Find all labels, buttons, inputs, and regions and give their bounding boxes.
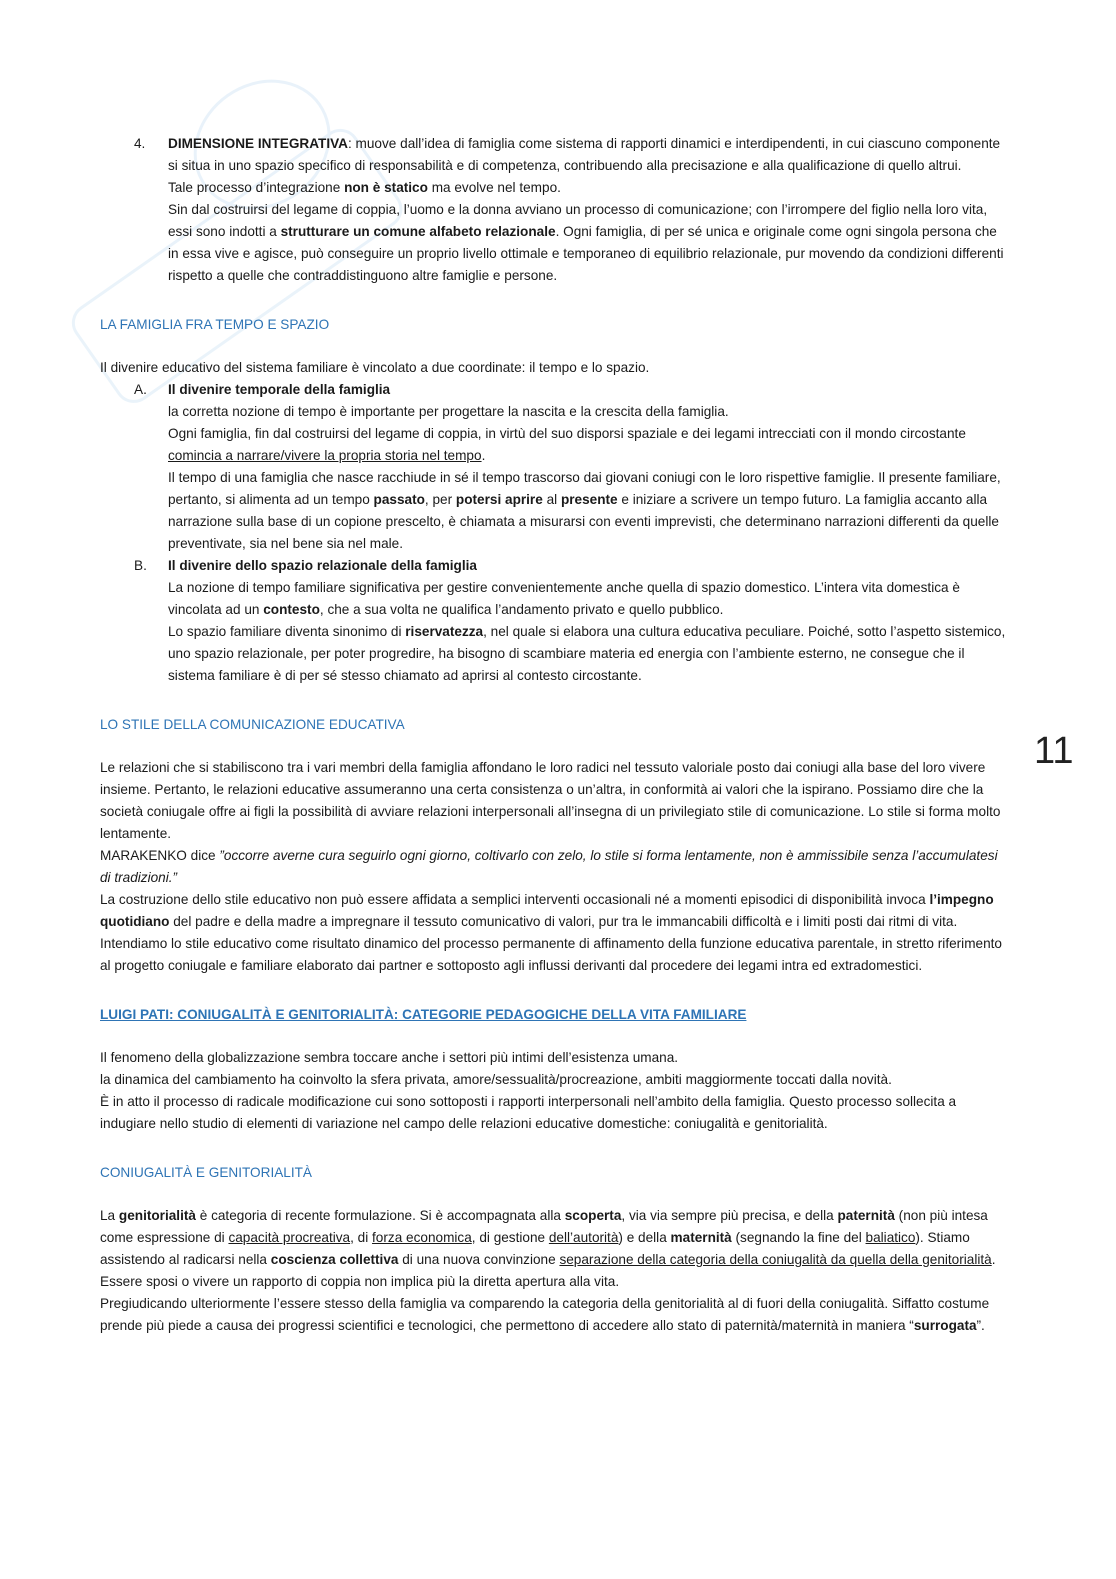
list-marker: B. [134, 558, 147, 573]
paragraph [100, 889, 1006, 933]
text-run: riservatezza [405, 624, 484, 639]
paragraph [168, 423, 1006, 467]
text-run: , nel quale si elabora una cultura educativa peculiare. Poiché, sotto l’aspetto sistemico, uno spazio relazionale, per poter progredire, ha bisogno di scambiare materia ed energia con l’ambiente esterno, ne consegue che il sistema familiare è di per sé stesso chiamato ad aprirsi al contesto circostante. [168, 624, 1006, 683]
text-run: passato [373, 492, 425, 507]
text-run: paternità [837, 1208, 895, 1223]
text-run: Il divenire temporale della famiglia [168, 382, 391, 397]
text-run: . [481, 448, 486, 463]
paragraph [168, 621, 1006, 687]
section-heading: LA FAMIGLIA FRA TEMPO E SPAZIO [100, 317, 330, 332]
text-run: separazione della categoria della coniugalità da quella della genitorialità [559, 1252, 992, 1267]
paragraph [168, 199, 1006, 287]
list-item-body [168, 133, 1006, 287]
text-run: MARAKENKO dice [100, 848, 220, 863]
text-run: Il divenire educativo del sistema familiare è vincolato a due coordinate: il tempo e lo spazio. [100, 360, 650, 375]
text-run: , di [350, 1230, 373, 1245]
paragraph [168, 133, 1006, 177]
paragraph [100, 1271, 1006, 1293]
paragraph [100, 1069, 1006, 1091]
paragraph [100, 1205, 1006, 1271]
paragraph [100, 933, 1006, 977]
text-run: potersi aprire [455, 492, 543, 507]
list-item-body [168, 555, 1006, 687]
paragraph [100, 757, 1006, 845]
paragraph [168, 379, 1006, 401]
text-run: Ogni famiglia, fin dal costruirsi del legame di coppia, in virtù del suo disporsi spaziale e dei legami intrecciati con il mondo circostante [168, 426, 966, 441]
text-run: e iniziare a scrivere un tempo futuro. La famiglia accanto alla narrazione sulla base di un copione prescelto, è chiamata a misurarsi con eventi imprevisti, che determinano narrazioni differenti da quelle preventivate, sia nel bene sia nel male. [168, 492, 999, 551]
text-run: capacità procreativa [228, 1230, 351, 1245]
text-run: ”. [976, 1318, 985, 1333]
text-run: al [542, 492, 561, 507]
text-run: non è statico [344, 180, 428, 195]
text-run: del padre e della madre a impregnare il tessuto comunicativo di valori, pur tra le immancabili difficoltà e i limiti posti dai ritmi di vita. [169, 914, 958, 929]
text-run: Le relazioni che si stabiliscono tra i vari membri della famiglia affondano le loro radici nel tessuto valoriale posto dai coniugi alla base del loro vivere insieme. Pertanto, le relazioni educative assumeranno una certa consistenza o un’altra, in conformità ai valori che la ispirano. Possiamo dire che la società coniugale offre ai figli la possibilità di avviare relazioni interpersonali all’insegna di un privilegiato stile di comunicazione. Lo stile si forma molto lentamente. [100, 760, 1001, 841]
text-run: genitorialità [118, 1208, 196, 1223]
text-run: ) e della [618, 1230, 671, 1245]
text-run: Pregiudicando ulteriormente l’essere stesso della famiglia va comparendo la categoria della genitorialità al di fuori della coniugalità. Siffatto costume prende più piede a causa dei progressi scientifici e tecnologici, che permettono di accedere allo stato di paternità/maternità in maniera “ [100, 1296, 990, 1333]
text-run: , via via sempre più precisa, e della [621, 1208, 838, 1223]
section-heading: CONIUGALITÀ E GENITORIALITÀ [100, 1165, 313, 1180]
list-item [100, 555, 1006, 687]
text-run: La [100, 1208, 119, 1223]
text-run: , per [424, 492, 456, 507]
text-run: surrogata [913, 1318, 977, 1333]
page-number: 11 [1034, 730, 1074, 772]
text-run: maternità [670, 1230, 732, 1245]
paragraph [100, 1047, 1006, 1069]
text-run: . [991, 1252, 996, 1267]
text-run: scoperta [564, 1208, 622, 1223]
text-run: Lo spazio familiare diventa sinonimo di [168, 624, 406, 639]
text-run: La costruzione dello stile educativo non può essere affidata a semplici interventi occasionali né a momenti episodici di disponibilità invoca [100, 892, 930, 907]
text-run: Tale processo d’integrazione [168, 180, 345, 195]
text-run: forza economica [372, 1230, 472, 1245]
text-run: Essere sposi o vivere un rapporto di coppia non implica più la diretta apertura alla vita. [100, 1274, 620, 1289]
text-run: Il divenire dello spazio relazionale della famiglia [168, 558, 477, 573]
text-run: la dinamica del cambiamento ha coinvolto la sfera privata, amore/sessualità/procreazione, ambiti maggiormente toccati dalla novità. [100, 1072, 892, 1087]
text-run: coscienza collettiva [270, 1252, 399, 1267]
text-run: ”occorre averne cura seguirlo ogni giorno, coltivarlo con zelo, lo stile si forma lentamente, non è ammissibile senza l’accumulatesi di tradizioni.” [100, 848, 998, 885]
paragraph [168, 577, 1006, 621]
text-run: : muove dall’idea di famiglia come sistema di rapporti dinamici e interdipendenti, in cui ciascuno componente si situa in uno spazio specifico di responsabilità e di competenza, contribuendo alla precisazione e alla qualificazione di quello altrui. [168, 136, 1001, 173]
text-run: la corretta nozione di tempo è importante per progettare la nascita e la crescita della famiglia. [168, 404, 729, 419]
text-run: È in atto il processo di radicale modificazione cui sono sottoposti i rapporti interpersonali nell’ambito della famiglia. Questo processo sollecita a indugiare nello studio di elementi di variazione nel campo delle relazioni educative domestiche: coniugalità e genitorialità. [100, 1094, 957, 1131]
paragraph [168, 555, 1006, 577]
list-marker: 4. [134, 136, 146, 151]
text-run: Il fenomeno della globalizzazione sembra toccare anche i settori più intimi dell’esistenza umana. [100, 1050, 679, 1065]
paragraph [100, 1091, 1006, 1135]
paragraph [168, 177, 1006, 199]
text-run: . Ogni famiglia, di per sé unica e originale come ogni singola persona che in essa vive e agisce, può conseguire un proprio livello ottimale e temporaneo di equilibrio relazionale, pur movendo da condizioni differenti rispetto a quelle che contraddistinguono altre famiglie e persone. [168, 224, 1004, 283]
text-run: (non più intesa come espressione di [100, 1208, 988, 1245]
text-run: , che a sua volta ne qualifica l’andamento privato e quello pubblico. [319, 602, 724, 617]
text-run: (segnando la fine del [731, 1230, 866, 1245]
paragraph [100, 845, 1006, 889]
paragraph [168, 467, 1006, 555]
paragraph [100, 357, 1006, 379]
section-heading: LUIGI PATI: CONIUGALITÀ E GENITORIALITÀ: CATEGORIE PEDAGOGICHE DELLA VITA FAMILIARE [100, 1007, 747, 1022]
list-item-body [168, 379, 1006, 555]
list-item [100, 379, 1006, 555]
list-marker: A. [134, 382, 147, 397]
text-run: presente [560, 492, 618, 507]
text-run: l’impegno quotidiano [100, 892, 994, 929]
text-run: Il tempo di una famiglia che nasce racchiude in sé il tempo trascorso dai giovani coniugi con le loro rispettive famiglie. Il presente familiare, pertanto, si alimenta ad un tempo [168, 470, 1001, 507]
text-run: Sin dal costruirsi del legame di coppia, l’uomo e la donna avviano un processo di comunicazione; con l’irrompere del figlio nella loro vita, essi sono indotti a [168, 202, 988, 239]
text-run: , di gestione [471, 1230, 549, 1245]
text-run: è categoria di recente formulazione. Si è accompagnata alla [195, 1208, 565, 1223]
document-content [100, 133, 1006, 1337]
text-run: La nozione di tempo familiare significativa per gestire convenientemente anche quella di spazio domestico. L’intera vita domestica è vincolata ad un [168, 580, 960, 617]
text-run: comincia a narrare/vivere la propria storia nel tempo [168, 448, 482, 463]
paragraph [100, 1293, 1006, 1337]
text-run: ma evolve nel tempo. [427, 180, 561, 195]
text-run: strutturare un comune alfabeto relazionale [280, 224, 556, 239]
text-run: ). Stiamo assistendo al radicarsi nella [100, 1230, 970, 1267]
list-item [100, 133, 1006, 287]
text-run: baliatico [865, 1230, 916, 1245]
text-run: Intendiamo lo stile educativo come risultato dinamico del processo permanente di affinamento della funzione educativa parentale, in stretto riferimento al progetto coniugale e familiare elaborato dai partner e sottoposto agli influssi derivanti dal procedere dei legami intra ed extradomestici. [100, 936, 1002, 973]
paragraph [168, 401, 1006, 423]
text-run: dell’autorità [548, 1230, 619, 1245]
text-run: DIMENSIONE INTEGRATIVA [168, 136, 348, 151]
text-run: contesto [263, 602, 320, 617]
section-heading: LO STILE DELLA COMUNICAZIONE EDUCATIVA [100, 717, 405, 732]
text-run: di una nuova convinzione [398, 1252, 560, 1267]
